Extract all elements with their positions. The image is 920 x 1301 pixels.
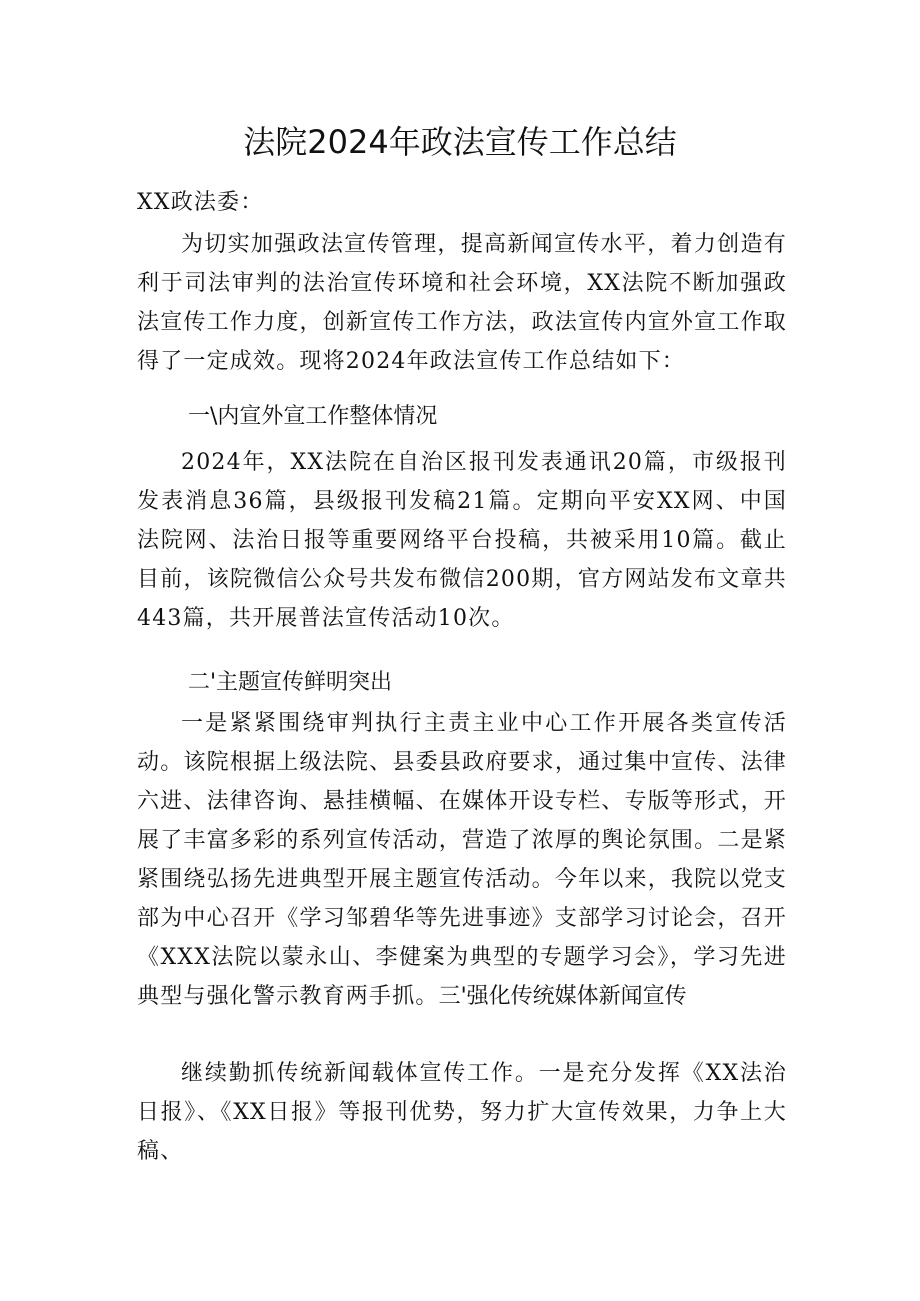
section-1-paragraph: 2024年，XX法院在自治区报刊发表通讯20篇，市级报刊发表消息36篇，县级报刊发稿21篇。定期向平安XX网、中国法院网、法治日报等重要网络平台投稿，共被采用10篇。截止目前，该院微信公众号共发布微信200期，官方网站发布文章共443篇，共开展普法宣传活动10次。 — [137, 450, 787, 631]
document-title: 法院2024年政法宣传工作总结 — [243, 123, 677, 161]
section-heading-3: 三'强化传统媒体新闻宣传 — [438, 984, 687, 1009]
section-2-paragraph — [137, 704, 787, 1024]
section-heading-1: 一\内宣外宣工作整体情况 — [188, 404, 438, 429]
section-heading-2: 二'主题宣传鲜明突出 — [188, 670, 393, 695]
section-3-paragraph: 继续勤抓传统新闻载体宣传工作。一是充分发挥《XX法治日报》、《XX日报》等报刊优势，努力扩大宣传效果，力争上大稿、 — [137, 1061, 787, 1164]
salutation: XX政法委： — [137, 190, 264, 215]
section-2-body: 一是紧紧围绕审判执行主责主业中心工作开展各类宣传活动。该院根据上级法院、县委县政府要求，通过集中宣传、法律六进、法律咨询、悬挂横幅、在媒体开设专栏、专版等形式，开展了丰富多彩的系列宣传活动，营造了浓厚的舆论氛围。二是紧紧围绕弘扬先进典型开展主题宣传活动。今年以来，我院以党支部为中心召开《学习邹碧华等先进事迹》支部学习讨论会，召开《XXX法院以蒙永山、李健案为典型的专题学习会》，学习先进典型与强化警示教育两手抓。 — [137, 711, 787, 1009]
intro-paragraph: 为切实加强政法宣传管理，提高新闻宣传水平，着力创造有利于司法审判的法治宣传环境和社会环境，XX法院不断加强政法宣传工作力度，创新宣传工作方法，政法宣传内宣外宣工作取得了一定成效。现将2024年政法宣传工作总结如下： — [137, 232, 787, 374]
